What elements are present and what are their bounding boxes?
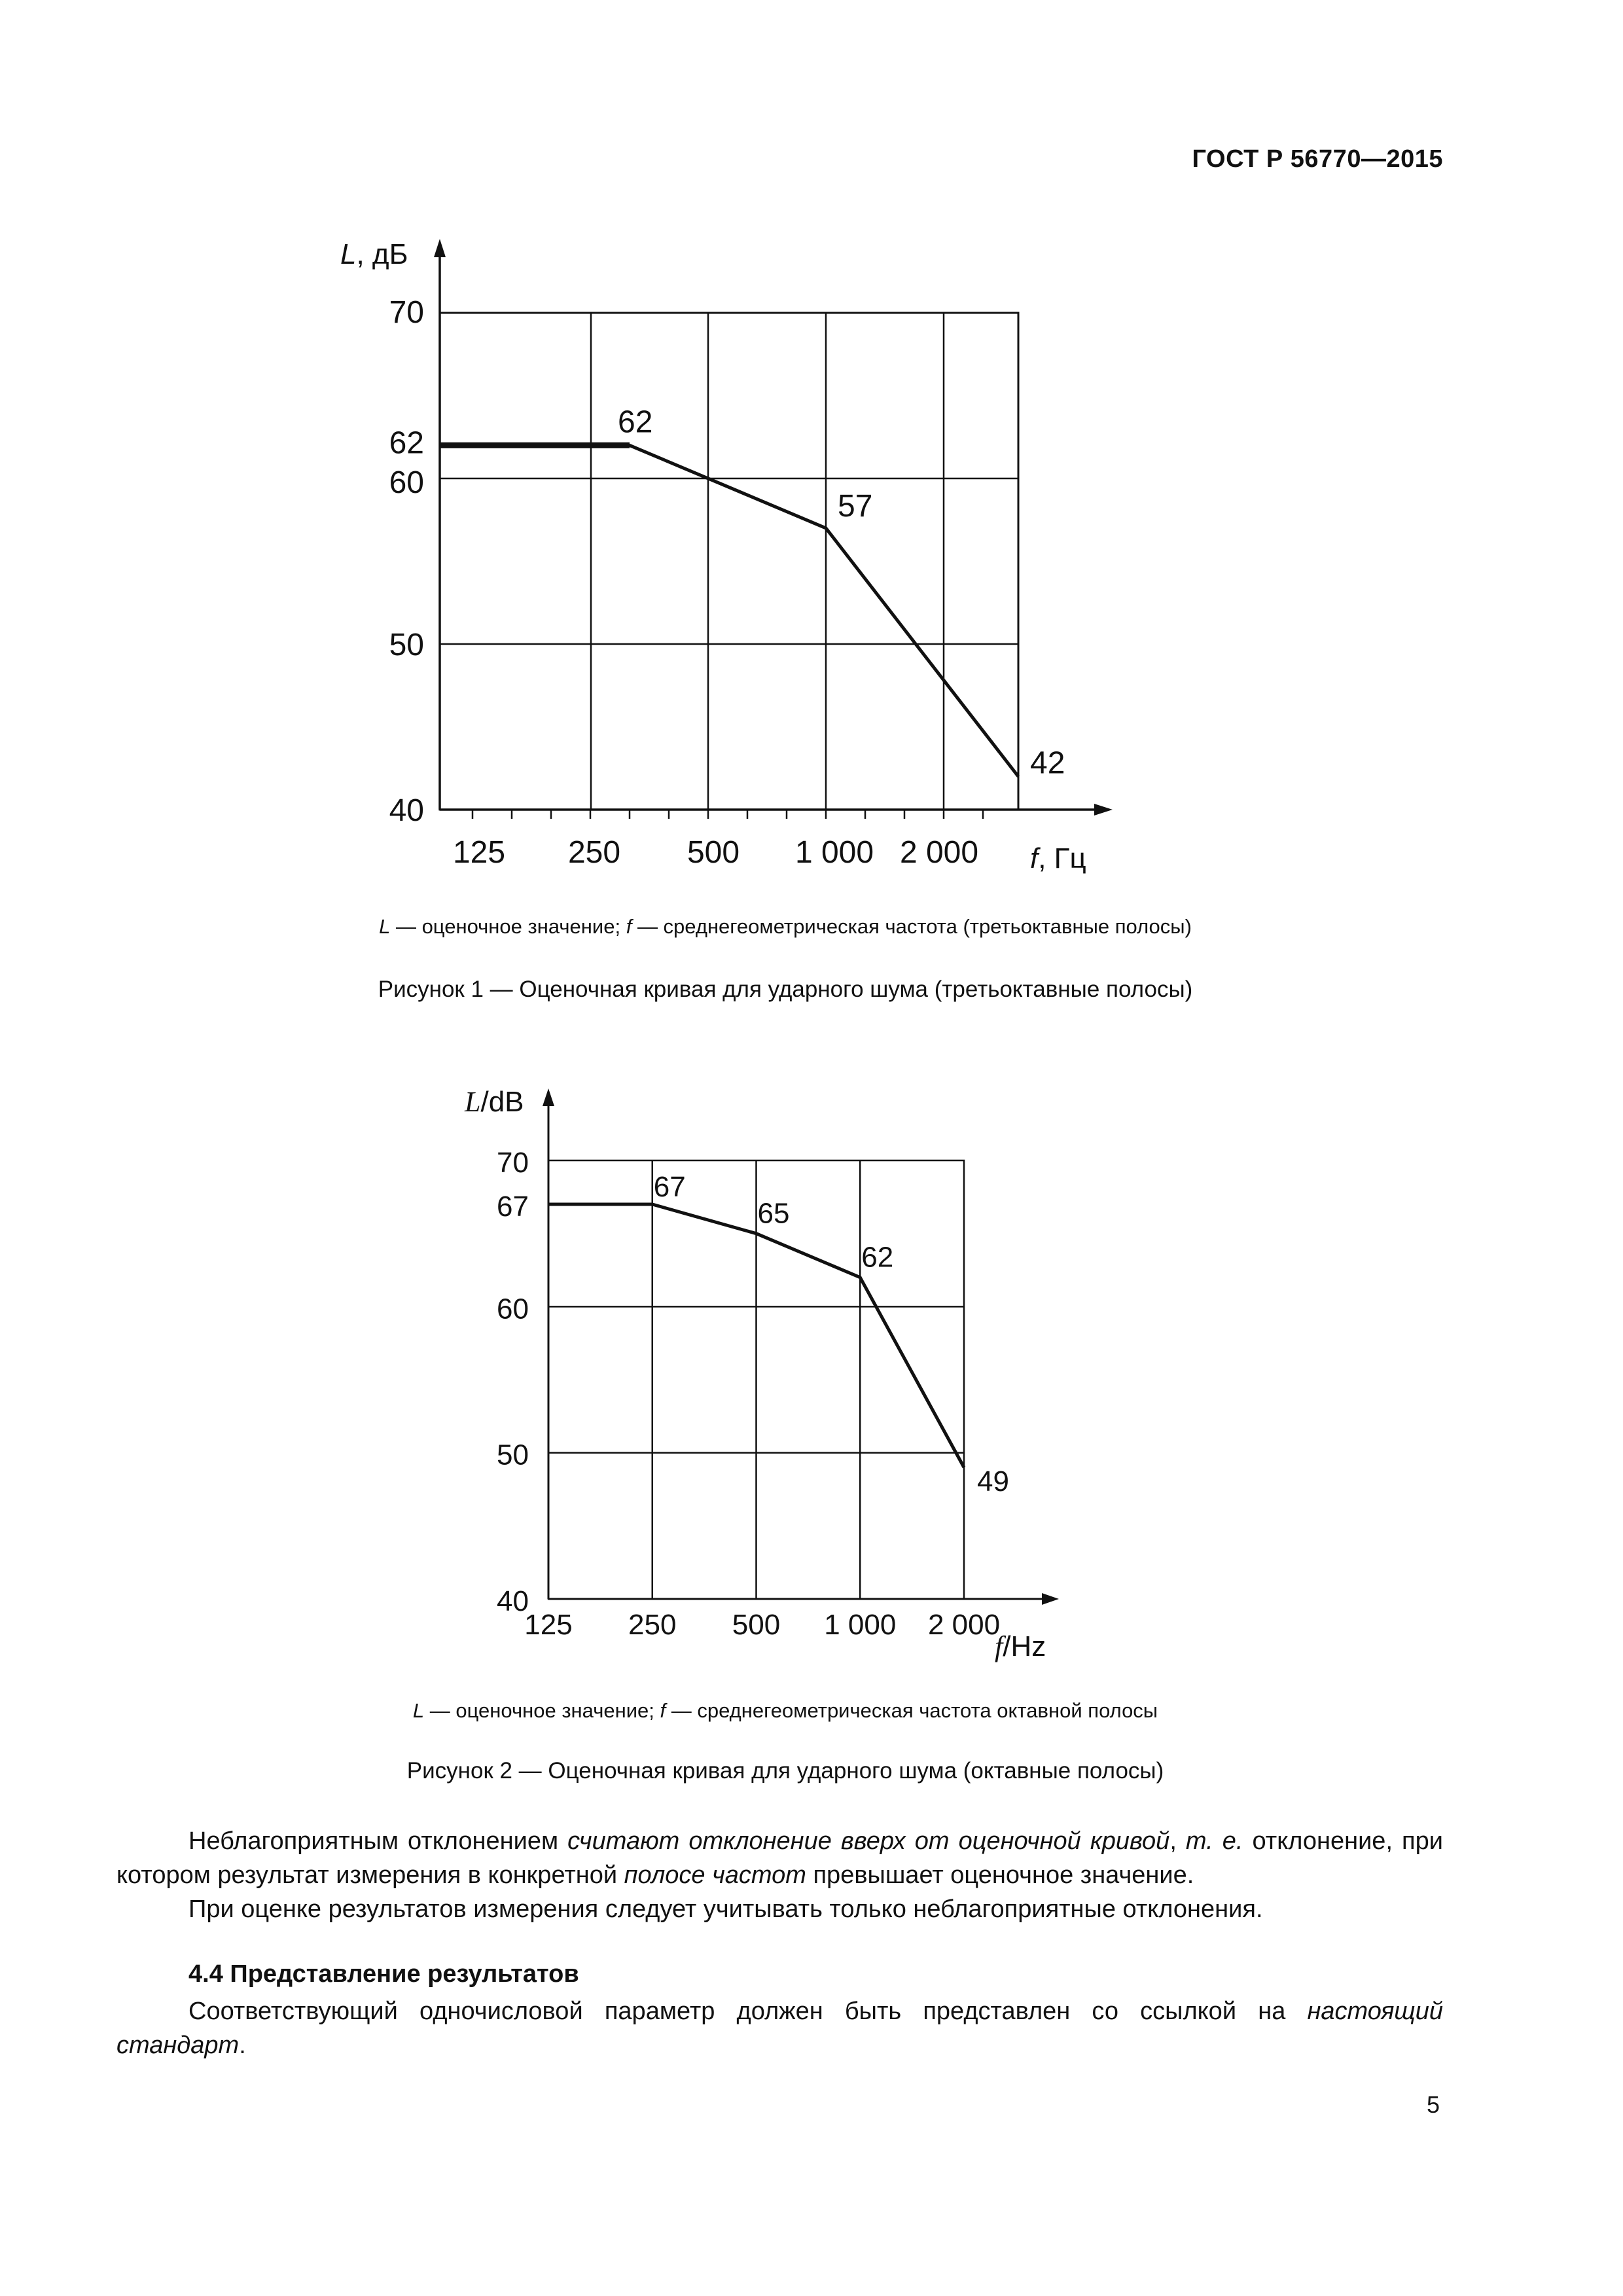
paragraph-results-presentation [116,1994,1443,2062]
x-axis-symbol: f [995,1630,1003,1662]
x-tick-label: 2 000 [927,1609,1001,1641]
x-tick-label: 2 000 [899,835,979,870]
note-symbol-f: f [660,1699,666,1722]
y-axis-symbol: L [465,1086,481,1118]
y-axis-title [464,1086,524,1118]
x-tick-label: 125 [452,835,506,870]
data-label: 65 [757,1197,790,1230]
y-tick-label: 62 [389,425,424,461]
data-label: 62 [861,1241,894,1274]
y-tick-label: 60 [389,465,424,500]
para3-text-2: . [239,2032,246,2059]
para1-text-1: Неблагоприятным отклонением [188,1827,568,1855]
x-axis-unit: , Гц [1038,842,1086,874]
note-text-L: — оценочное значение; [390,915,626,938]
y-axis-arrow [543,1088,554,1106]
data-label: 42 [1030,745,1065,781]
x-tick-label: 1 000 [794,835,874,870]
y-tick-label: 40 [497,1585,529,1617]
y-tick-label: 70 [389,295,424,330]
paragraph-unfavourable-deviation [116,1824,1443,1892]
y-tick-label: 60 [497,1293,529,1325]
page-number: 5 [1426,2091,1440,2118]
x-tick-label: 250 [628,1609,677,1641]
para1-italic-1: считают отклонение вверх от оценочной кривой [567,1827,1170,1855]
plot-frame [440,313,1018,810]
x-axis-title [995,1630,1046,1662]
x-tick-label: 500 [732,1609,781,1641]
data-label: 49 [977,1465,1009,1498]
y-axis-unit: , дБ [356,238,408,270]
figure-1-caption: Рисунок 1 — Оценочная кривая для ударного шума (третьоктавные полосы) [378,977,1193,1002]
x-tick-label: 125 [524,1609,573,1641]
note-symbol-f: f [626,915,632,938]
note-symbol-L: L [379,915,391,938]
x-tick-label: 1 000 [824,1609,897,1641]
y-tick-label: 40 [389,793,424,828]
figure-1-chart [0,0,1623,916]
figure-1-note [196,915,1374,939]
para3-italic-1: настоящий стандарт [116,1998,1443,2059]
y-axis-arrow [434,239,446,257]
y-axis-title [340,238,408,270]
para1-text-4: превышает оценочное значение. [806,1861,1194,1889]
para1-italic-2: т. е. [1185,1827,1243,1855]
note-text-L: — оценочное значение; [424,1699,660,1722]
data-label: 67 [653,1171,686,1203]
para1-text-3: отклонение, при котором результат измерения в конкретной [116,1827,1443,1889]
x-tick-label: 500 [687,835,740,870]
x-tick-label: 250 [567,835,621,870]
x-axis-arrow [1094,804,1113,816]
data-label: 62 [618,404,653,440]
note-text-f: — среднегеометрическая частота (третьоктавные полосы) [632,915,1192,938]
section-heading: 4.4 Представление результатов [188,1960,579,1988]
paragraph-evaluation-note: При оценке результатов измерения следует учитывать только неблагоприятные отклонения. [188,1895,1263,1923]
figure-2-chart [0,1047,1623,1669]
y-tick-label: 50 [389,628,424,662]
para3-text-1: Соответствующий одночисловой параметр должен быть представлен со ссылкой на [188,1998,1308,2025]
y-axis-symbol: L [340,238,357,270]
para1-italic-3: полосе частот [624,1861,806,1889]
note-text-f: — среднегеометрическая частота октавной полосы [666,1699,1158,1722]
data-label: 57 [838,488,873,524]
y-tick-label: 67 [497,1191,529,1223]
figure-2-caption: Рисунок 2 — Оценочная кривая для ударного шума (октавные полосы) [406,1758,1164,1784]
y-axis-unit: /dB [480,1086,524,1118]
figure-2-note [196,1699,1374,1723]
series-line [440,445,1018,776]
x-axis-symbol: f [1030,842,1039,874]
x-axis-arrow [1042,1593,1059,1605]
y-tick-label: 50 [497,1439,529,1471]
document-code: ГОСТ Р 56770—2015 [1192,145,1443,173]
note-symbol-L: L [412,1699,425,1722]
y-tick-label: 70 [497,1147,529,1179]
para1-text-2: , [1169,1827,1186,1855]
x-axis-title [1030,842,1086,874]
x-axis-unit: /Hz [1003,1630,1046,1662]
